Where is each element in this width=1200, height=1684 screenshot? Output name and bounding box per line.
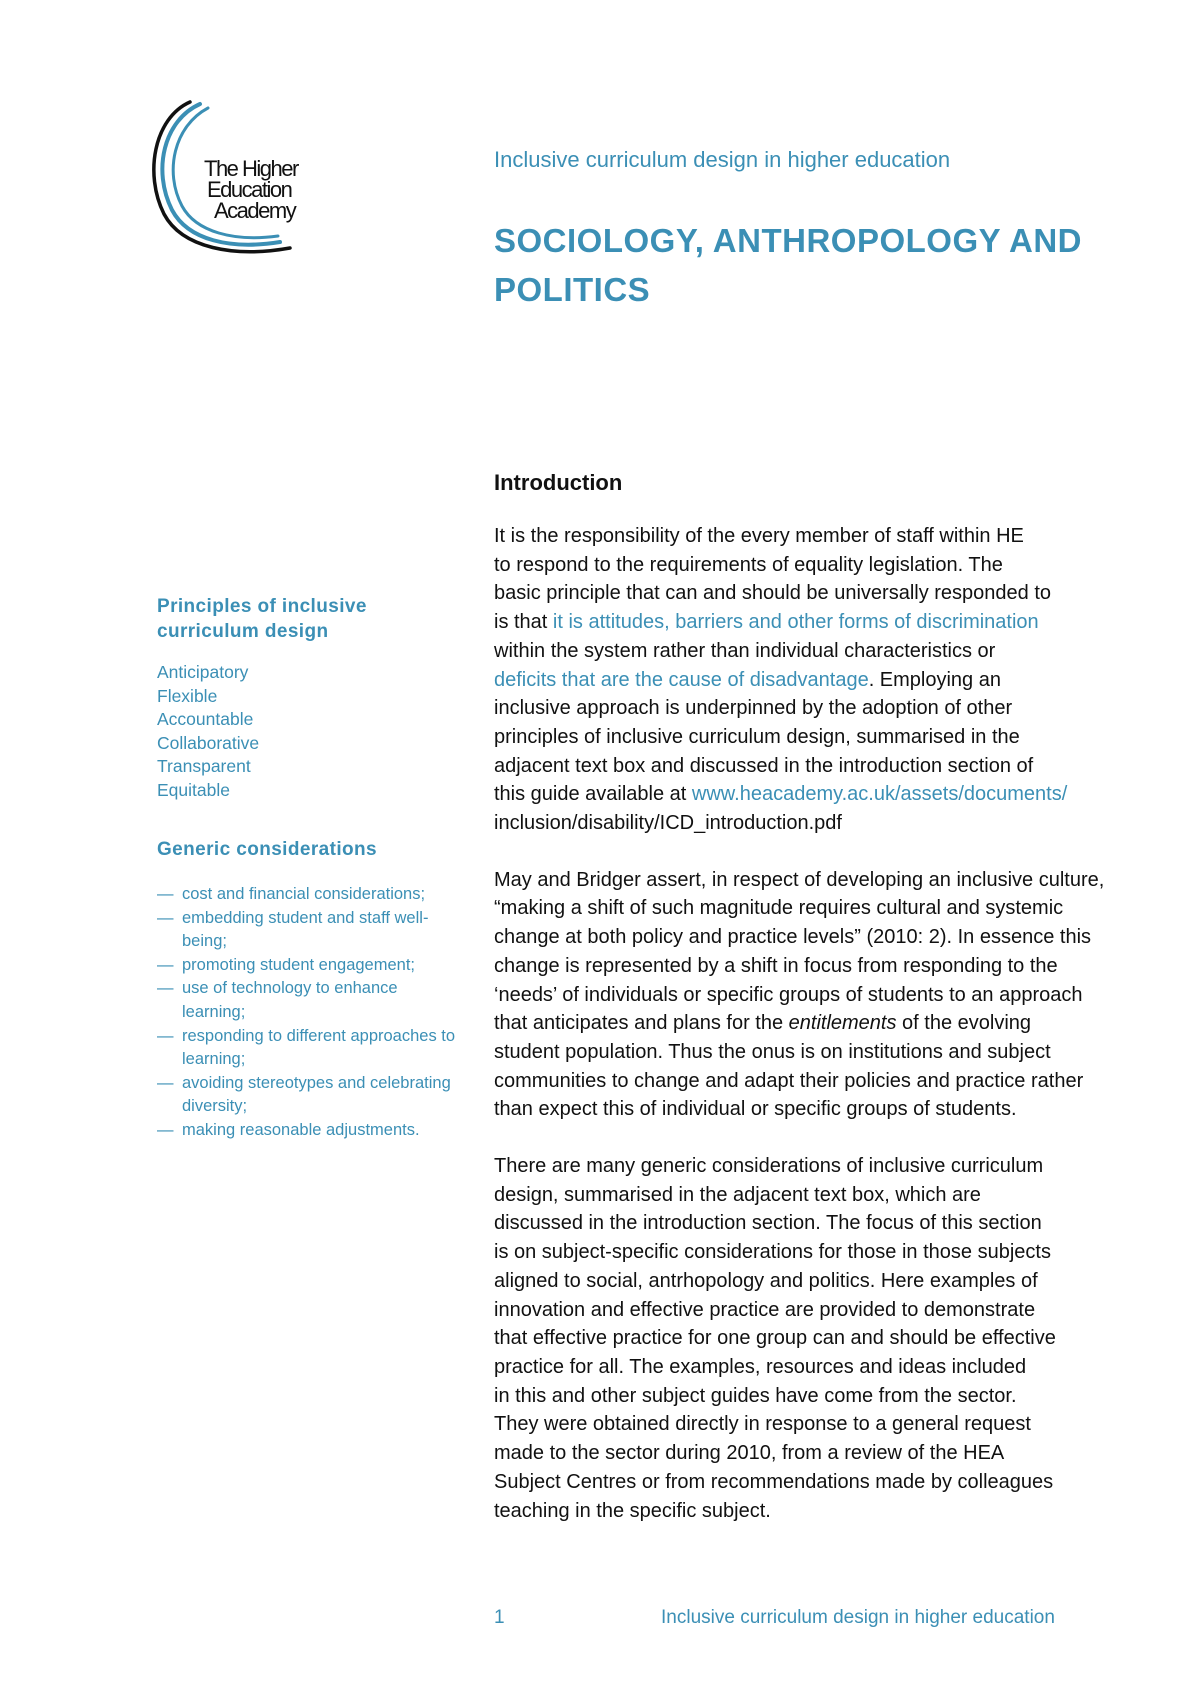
- text-line: [494, 1009, 1114, 1038]
- document-title: SOCIOLOGY, ANTHROPOLOGY AND POLITICS: [494, 222, 1082, 308]
- text-line: design, summarised in the adjacent text box, which are: [494, 1183, 981, 1206]
- consideration-item: — embedding student and staff well-being;: [157, 907, 457, 954]
- considerations-list: [157, 883, 457, 1143]
- text-line: teaching in the specific subject.: [494, 1499, 771, 1522]
- text-line: ‘needs’ of individuals or specific groups of students to an approach: [494, 983, 1083, 1006]
- footer-running-title: Inclusive curriculum design in higher education: [661, 1607, 1055, 1628]
- text-line: basic principle that can and should be universally responded to: [494, 582, 1052, 605]
- logo-line-2: Education: [207, 177, 292, 202]
- text-line: Subject Centres or from recommendations made by colleagues: [494, 1470, 1054, 1493]
- text-line: [494, 780, 1114, 809]
- page-number: 1: [494, 1607, 505, 1628]
- principles-heading: Principles of inclusive curriculum design: [157, 596, 367, 642]
- intro-paragraph-3: [494, 1152, 1114, 1525]
- highlighted-text: deficits that are the cause of disadvantage: [494, 668, 869, 691]
- text-line: innovation and effective practice are provided to demonstrate: [494, 1298, 1036, 1321]
- logo-wordmark: [204, 158, 298, 221]
- logo-line-3: Academy: [214, 198, 296, 223]
- text-span: is that: [494, 611, 553, 634]
- text-line: that effective practice for one group can and should be effective: [494, 1327, 1056, 1350]
- generic-considerations-heading: Generic considerations: [157, 839, 377, 860]
- principle-item: Transparent: [157, 756, 251, 776]
- text-line: principles of inclusive curriculum design, summarised in the: [494, 725, 1020, 748]
- main-content: [494, 468, 1114, 1525]
- consideration-item: — promoting student engagement;: [157, 954, 457, 978]
- text-span: that anticipates and plans for the: [494, 1012, 789, 1035]
- text-line: aligned to social, antrhopology and politics. Here examples of: [494, 1269, 1038, 1292]
- logo-line-1: The Higher: [204, 156, 298, 181]
- text-line: change at both policy and practice levels” (2010: 2). In essence this: [494, 926, 1092, 949]
- highlighted-text: it is attitudes, barriers and other forms of discrimination: [552, 611, 1039, 634]
- text-line: inclusive approach is underpinned by the adoption of other: [494, 697, 1013, 720]
- consideration-item: — making reasonable adjustments.: [157, 1119, 457, 1143]
- text-line: “making a shift of such magnitude requires cultural and systemic: [494, 897, 1064, 920]
- text-line: change is represented by a shift in focus from responding to the: [494, 954, 1058, 977]
- principle-item: Accountable: [157, 709, 254, 729]
- text-span: of the evolving: [896, 1012, 1032, 1035]
- sidebar-text-box: [157, 594, 457, 1143]
- text-line: is on subject-specific considerations for those in those subjects: [494, 1241, 1051, 1264]
- section-heading: Introduction: [494, 470, 623, 495]
- text-line: [494, 608, 1114, 637]
- principle-item: Flexible: [157, 685, 218, 706]
- text-line: communities to change and adapt their policies and practice rather: [494, 1069, 1084, 1092]
- text-line: practice for all. The examples, resources and ideas included: [494, 1355, 1027, 1378]
- text-line: There are many generic considerations of inclusive curriculum: [494, 1155, 1044, 1178]
- text-line: discussed in the introduction section. The focus of this section: [494, 1212, 1042, 1235]
- text-span: . Employing an: [868, 668, 1001, 691]
- hea-logo: [150, 100, 310, 260]
- intro-paragraph-1: [494, 522, 1114, 838]
- text-line: student population. Thus the onus is on institutions and subject: [494, 1040, 1051, 1063]
- text-line: May and Bridger assert, in respect of developing an inclusive culture,: [494, 868, 1105, 891]
- guide-link[interactable]: www.heacademy.ac.uk/assets/documents/: [691, 783, 1068, 806]
- text-line: [494, 666, 1114, 695]
- principle-item: Collaborative: [157, 732, 260, 753]
- highlighted-text: within the system rather than individual characteristics or: [494, 639, 996, 662]
- consideration-item: — use of technology to enhance learning;: [157, 977, 457, 1024]
- document-subtitle: Inclusive curriculum design in higher education: [494, 147, 951, 172]
- text-span: this guide available at: [494, 783, 692, 806]
- principles-list: [157, 661, 457, 802]
- guide-link[interactable]: inclusion/disability/ICD_introduction.pdf: [494, 812, 842, 835]
- consideration-item: — avoiding stereotypes and celebrating diversity;: [157, 1072, 457, 1119]
- text-line: in this and other subject guides have come from the sector.: [494, 1384, 1017, 1407]
- consideration-item: — responding to different approaches to learning;: [157, 1025, 457, 1072]
- text-line: than expect this of individual or specific groups of students.: [494, 1098, 1017, 1121]
- text-line: It is the responsibility of the every member of staff within HE: [494, 525, 1024, 547]
- consideration-item: — cost and financial considerations;: [157, 883, 457, 907]
- emphasis-text: entitlements: [788, 1012, 897, 1035]
- principle-item: Anticipatory: [157, 662, 249, 682]
- text-line: They were obtained directly in response to a general request: [494, 1413, 1031, 1436]
- text-line: to respond to the requirements of equality legislation. The: [494, 553, 1003, 576]
- intro-paragraph-2: [494, 866, 1114, 1124]
- text-line: made to the sector during 2010, from a review of the HEA: [494, 1442, 1005, 1465]
- principle-item: Equitable: [157, 779, 230, 800]
- text-line: adjacent text box and discussed in the introduction section of: [494, 754, 1034, 777]
